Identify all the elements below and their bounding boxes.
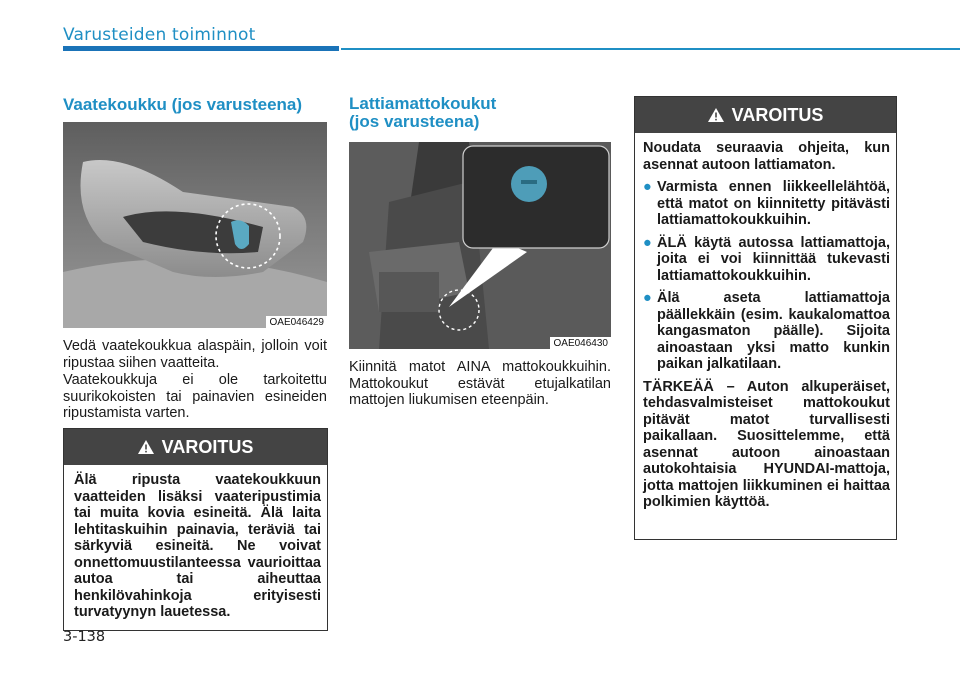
bullet-dot: ●	[643, 290, 652, 306]
chapter-title: Varusteiden toiminnot	[63, 25, 256, 45]
warning-text: Älä ripusta vaatekoukkuun vaatteiden lisäksi vaateripustimia tai muita kovia esineitä. Älä laita lehtitaskuihin painavia, teräviä tai särkyviä esineitä. Ne voivat onnettomuustilanteessa vaurioittaa autoa tai aiheuttaa henkilövahinkoja erityisesti turvatyynyn lauetessa.	[74, 472, 321, 620]
warning-triangle-icon	[708, 108, 724, 122]
header-rule-thick	[63, 46, 339, 51]
floor-mat-illustration	[349, 142, 611, 349]
coat-hook-paragraph-1: Vedä vaatekoukkua alaspäin, jolloin voit ripustaa siihen vaatteita.	[63, 338, 327, 371]
warning-title: VAROITUS	[731, 104, 824, 125]
coat-hook-warning	[63, 428, 328, 631]
warning-header	[635, 97, 896, 133]
image-code: OAE046429	[266, 316, 328, 328]
header-rule-thin	[341, 48, 960, 50]
warning-note: TÄRKEÄÄ – Auton alkuperäiset, tehdasvalmisteiset mattokoukut pitävät matot turvallisesti paikallaan. Suosittelemme, että asennat autoon ainoastaan autokohtaisia HYUNDAI-mattoja, jotta mattojen liikkuminen ei haittaa polkimien käyttöä.	[643, 378, 890, 510]
warning-bullet-list	[643, 179, 890, 373]
floor-mat-warning	[634, 96, 897, 540]
floor-mat-heading-line-1: Lattiamattokoukut	[349, 94, 497, 113]
floor-mat-photo	[349, 142, 611, 349]
floor-mat-heading	[349, 95, 611, 131]
coat-hook-photo	[63, 122, 327, 328]
image-code: OAE046430	[550, 337, 612, 349]
warning-title: VAROITUS	[161, 436, 254, 457]
floor-mat-heading-line-2: (jos varusteena)	[349, 112, 480, 131]
warning-bullet: ● ÄLÄ käytä autossa lattiamattoja, joita ei voi kiinnittää tukevasti lattiamattokoukkuihin.	[643, 234, 890, 284]
bullet-dot: ●	[643, 179, 652, 195]
warning-intro: Noudata seuraavia ohjeita, kun asennat autoon lattiamaton.	[643, 140, 890, 173]
bullet-dot: ●	[643, 234, 652, 251]
warning-bullet: ● Älä aseta lattiamattoja päällekkäin (esim. kaukalomattoa kangasmaton päälle). Sijoita ainoastaan yksi matto kunkin paikan jalkatilaan.	[643, 290, 890, 372]
coat-hook-heading: Vaatekoukku (jos varusteena)	[63, 95, 303, 114]
coat-hook-paragraph-2: Vaatekoukkuja ei ole tarkoitettu suurikokoisten tai painavien esineiden ripustamista varten.	[63, 372, 327, 421]
warning-bullet: ● Varmista ennen liikkeellelähtöä, että matot on kiinnitetty pitävästi lattiamattokoukkuihin.	[643, 179, 890, 228]
floor-mat-paragraph: Kiinnitä matot AINA mattokoukkuihin. Mattokoukut estävät etujalkatilan mattojen liukumisen eteenpäin.	[349, 359, 611, 408]
page-number: 3-138	[63, 629, 106, 645]
warning-triangle-icon	[138, 440, 154, 454]
coat-hook-illustration	[63, 122, 327, 328]
warning-header	[64, 429, 327, 465]
